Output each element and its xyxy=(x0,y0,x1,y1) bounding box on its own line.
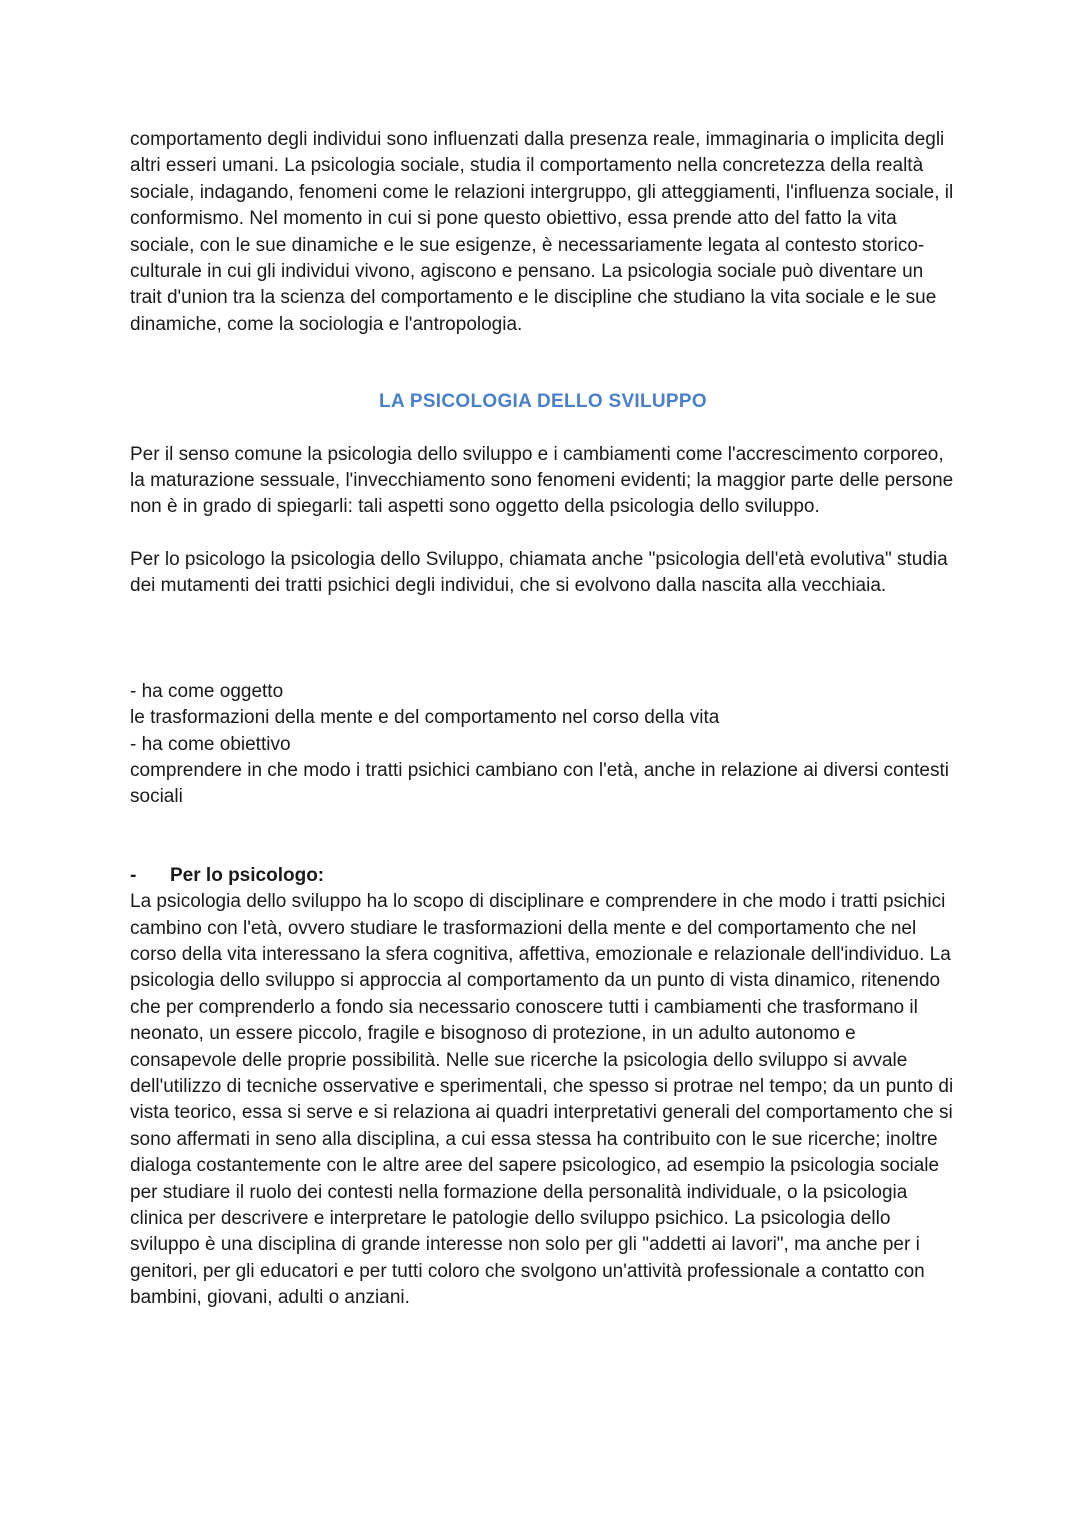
intro-paragraph: comportamento degli individui sono influenzati dalla presenza reale, immaginaria o implicita degli altri esseri umani. La psicologia sociale, studia il comportamento nella concretezza della realtà sociale, indagando, fenomeni come le relazioni intergruppo, gli atteggiamenti, l'influenza sociale, il conformismo. Nel momento in cui si pone questo obiettivo, essa prende atto del fatto la vita sociale, con le sue dinamiche e le sue esigenze, è necessariamente legata al contesto storico-culturale in cui gli individui vivono, agiscono e pensano. La psicologia sociale può diventare un trait d'union tra la scienza del comportamento e le discipline che studiano la vita sociale e le sue dinamiche, come la sociologia e l'antropologia. xyxy=(130,129,954,335)
goal-label: - ha come obiettivo xyxy=(130,733,291,755)
bullet-heading-row xyxy=(130,863,956,889)
bullet-heading: Per lo psicologo: xyxy=(170,864,325,886)
spacer xyxy=(130,600,956,679)
spacer xyxy=(130,521,956,547)
goal-text: comprendere in che modo i tratti psichici cambiano con l'età, anche in relazione ai diversi contesti sociali xyxy=(130,759,949,808)
document-page xyxy=(130,127,956,1312)
long-paragraph: La psicologia dello sviluppo ha lo scopo di disciplinare e comprendere in che modo i tratti psichici cambino con l'età, ovvero studiare le trasformazioni della mente e del comportamento che nel corso della vita interessano la sfera cognitiva, affettiva, emozionale e relazionale dell'individuo. La psicologia dello sviluppo si approccia al comportamento da un punto di vista dinamico, ritenendo che per comprenderlo a fondo sia necessario conoscere tutti i cambiamenti che trasformano il neonato, un essere piccolo, fragile e bisognoso di protezione, in un adulto autonomo e consapevole delle proprie possibilità. Nelle sue ricerche la psicologia dello sviluppo si avvale dell'utilizzo di tecniche osservative e sperimentali, che spesso si protrae nel tempo; da un punto di vista teorico, essa si serve e si relaziona ai quadri interpretativi generali del comportamento che si sono affermati in seno alla disciplina, a cui essa stessa ha contribuito con le sue ricerche; inoltre dialoga costantemente con le altre aree del sapere psicologico, ad esempio la psicologia sociale per studiare il ruolo dei contesti nella formazione della personalità individuale, o la psicologia clinica per descrivere e interpretare le patologie dello sviluppo psichico. La psicologia dello sviluppo è una disciplina di grande interesse non solo per gli "addetti ai lavori", ma anche per i genitori, per gli educatori e per tutti coloro che svolgono un'attività professionale a contatto con bambini, giovani, adulti o anziani. xyxy=(130,891,954,1309)
object-label: - ha come oggetto xyxy=(130,680,284,702)
spacer xyxy=(130,338,956,389)
spacer xyxy=(130,416,956,442)
spacer xyxy=(130,811,956,863)
section-heading: LA PSICOLOGIA DELLO SVILUPPO xyxy=(379,391,707,413)
definition-list xyxy=(130,679,956,811)
bullet-dash: - xyxy=(130,864,137,886)
common-sense-paragraph: Per il senso comune la psicologia dello sviluppo e i cambiamenti come l'accrescimento corporeo, la maturazione sessuale, l'invecchiamento sono fenomeni evidenti; la maggior parte delle persone non è in grado di spiegarli: tali aspetti sono oggetto della psicologia dello sviluppo. xyxy=(130,443,954,518)
psychologist-paragraph: Per lo psicologo la psicologia dello Sviluppo, chiamata anche "psicologia dell'età evolutiva" studia dei mutamenti dei tratti psichici degli individui, che si evolvono dalla nascita alla vecchiaia. xyxy=(130,548,948,597)
object-text: le trasformazioni della mente e del comportamento nel corso della vita xyxy=(130,707,720,729)
